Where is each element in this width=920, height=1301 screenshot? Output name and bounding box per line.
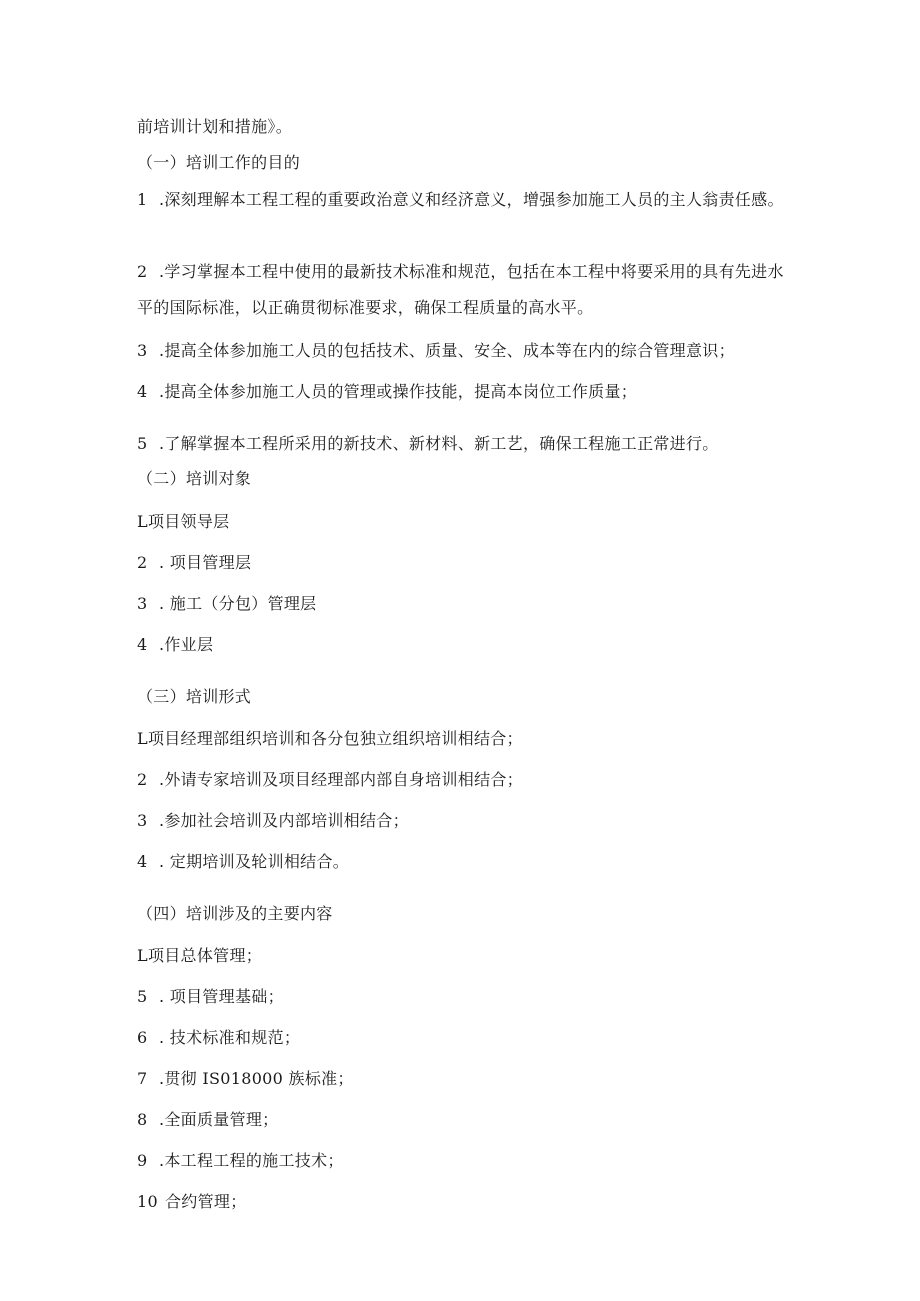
item-number: 2 bbox=[137, 262, 148, 281]
list-item bbox=[137, 728, 787, 750]
list-item bbox=[137, 340, 787, 362]
intro-tail-text: 前培训计划和措施》。 bbox=[137, 117, 293, 136]
item-text: . 技术标准和规范； bbox=[159, 1028, 301, 1047]
list-item bbox=[137, 1068, 787, 1090]
list-item bbox=[137, 1109, 787, 1131]
item-number: 3 bbox=[137, 594, 148, 613]
list-item bbox=[137, 182, 787, 218]
list-item bbox=[137, 593, 787, 615]
item-number: 5 bbox=[137, 987, 148, 1006]
item-number: 4 bbox=[137, 635, 148, 654]
item-number: L bbox=[137, 946, 148, 965]
item-text: .提高全体参加施工人员的管理或操作技能，提高本岗位工作质量； bbox=[159, 382, 638, 401]
item-number: 2 bbox=[137, 553, 148, 572]
list-item bbox=[137, 769, 787, 791]
item-text: .作业层 bbox=[159, 635, 214, 654]
item-text: .学习掌握本工程中使用的最新技术标准和规范，包括在本工程中将要采用的具有先进水平的国际标准，以正确贯彻标准要求，确保工程质量的高水平。 bbox=[137, 262, 784, 317]
item-text: .本工程工程的施工技术； bbox=[159, 1151, 344, 1170]
list-item bbox=[137, 1191, 787, 1213]
item-number: 2 bbox=[137, 770, 148, 789]
list-item bbox=[137, 945, 787, 967]
list-item bbox=[137, 810, 787, 832]
item-number: 5 bbox=[137, 434, 148, 453]
item-text: .深刻理解本工程工程的重要政治意义和经济意义，增强参加施工人员的主人翁责任感。 bbox=[159, 190, 784, 209]
item-text: 项目领导层 bbox=[147, 512, 230, 531]
item-number: 4 bbox=[137, 852, 148, 871]
list-item bbox=[137, 381, 787, 403]
item-text: .参加社会培训及内部培训相结合； bbox=[159, 811, 409, 830]
item-number: 6 bbox=[137, 1028, 148, 1047]
section-heading-audience: （二）培训对象 bbox=[137, 469, 252, 488]
item-text: .外请专家培训及项目经理部内部自身培训相结合； bbox=[159, 770, 523, 789]
item-number: 3 bbox=[137, 341, 148, 360]
item-number: 9 bbox=[137, 1151, 148, 1170]
item-text: .贯彻 IS018000 族标准； bbox=[159, 1069, 354, 1088]
item-number: 4 bbox=[137, 382, 148, 401]
item-text: .了解掌握本工程所采用的新技术、新材料、新工艺，确保工程施工正常进行。 bbox=[159, 434, 719, 453]
item-text: . 项目管理基础； bbox=[159, 987, 284, 1006]
item-number: L bbox=[137, 512, 148, 531]
item-text: .提高全体参加施工人员的包括技术、质量、安全、成本等在内的综合管理意识； bbox=[159, 341, 735, 360]
item-number: 1 bbox=[137, 190, 148, 209]
item-text: . 定期培训及轮训相结合。 bbox=[159, 852, 350, 871]
item-number: 3 bbox=[137, 811, 148, 830]
list-item bbox=[137, 254, 787, 326]
item-number: L bbox=[137, 729, 148, 748]
section-heading-format: （三）培训形式 bbox=[137, 687, 252, 706]
list-item bbox=[137, 433, 787, 455]
list-item bbox=[137, 1027, 787, 1049]
section-heading-content: （四）培训涉及的主要内容 bbox=[137, 904, 333, 923]
item-text: 项目经理部组织培训和各分包独立组织培训相结合； bbox=[147, 729, 523, 748]
list-item bbox=[137, 1150, 787, 1172]
list-item bbox=[137, 511, 787, 533]
item-text: . 施工（分包）管理层 bbox=[159, 594, 317, 613]
list-item bbox=[137, 634, 787, 656]
item-text: 合约管理； bbox=[165, 1192, 247, 1211]
list-item bbox=[137, 986, 787, 1008]
item-text: .全面质量管理； bbox=[159, 1110, 279, 1129]
item-number: 7 bbox=[137, 1069, 148, 1088]
section-heading-purpose: （一）培训工作的目的 bbox=[137, 153, 301, 172]
item-text: . 项目管理层 bbox=[159, 553, 252, 572]
item-text: 项目总体管理； bbox=[147, 946, 263, 965]
item-number: 8 bbox=[137, 1110, 148, 1129]
list-item bbox=[137, 552, 787, 574]
item-number: 10 bbox=[137, 1192, 158, 1211]
list-item bbox=[137, 851, 787, 873]
